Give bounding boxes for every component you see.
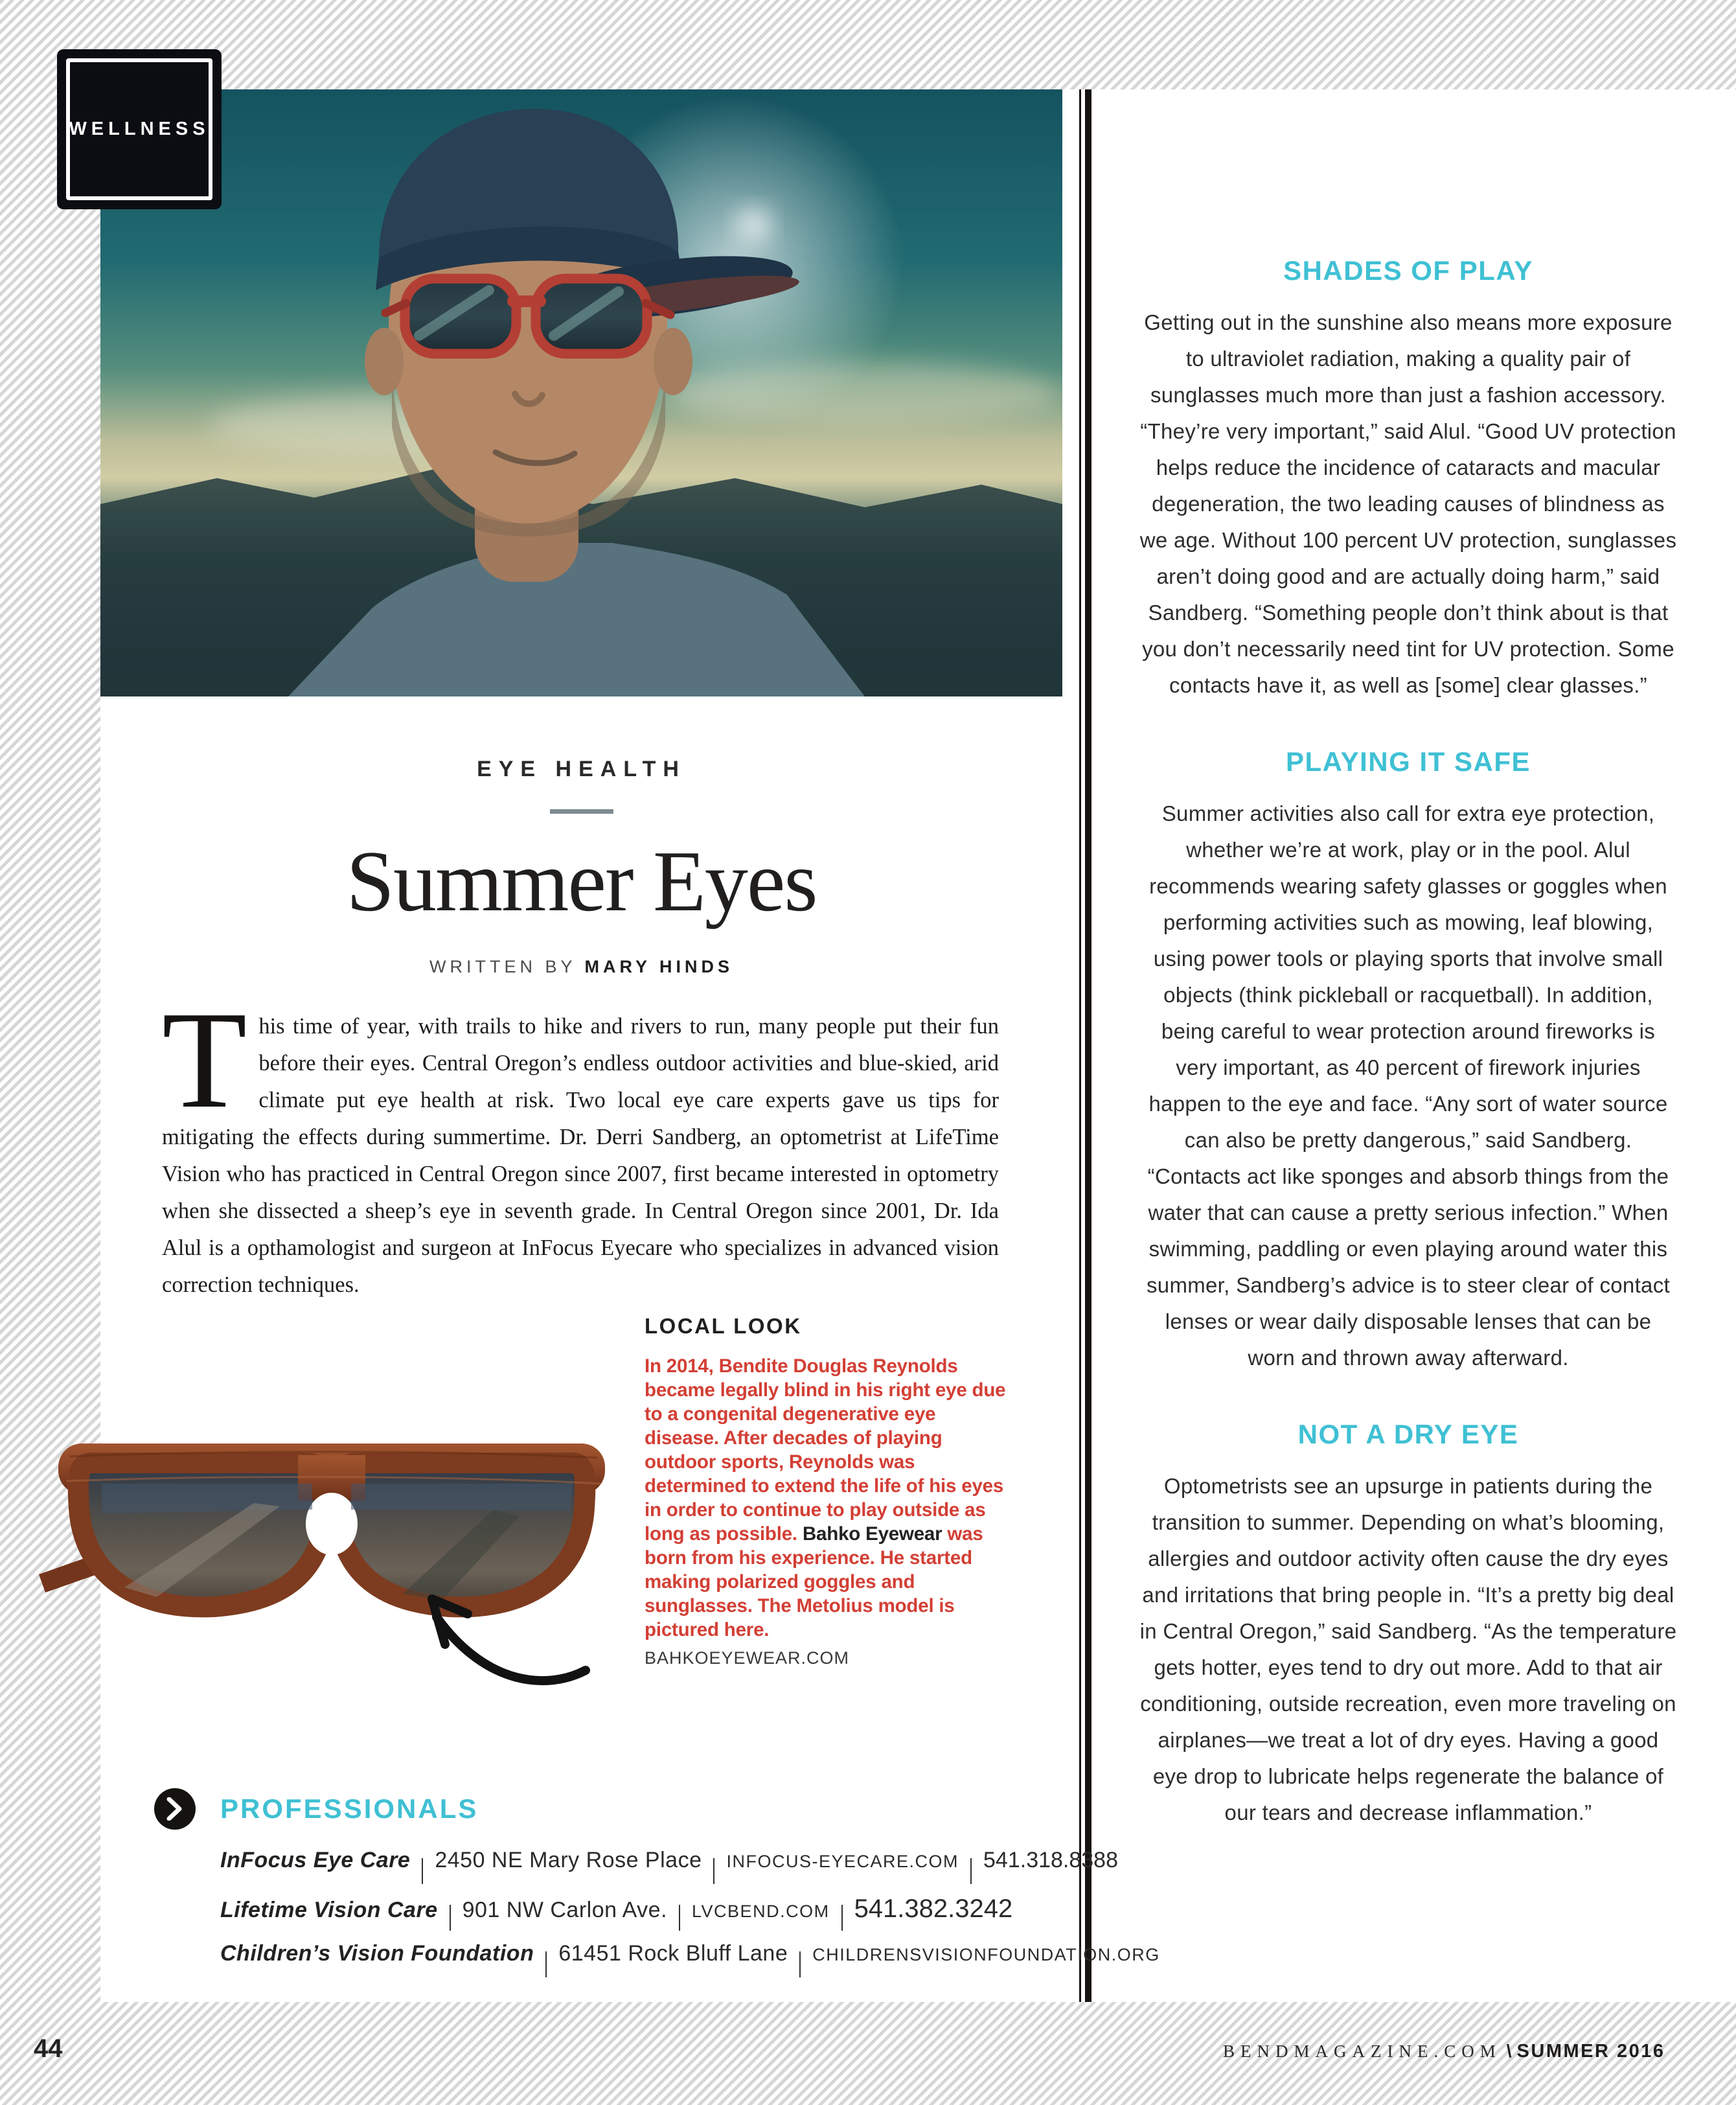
professionals-row xyxy=(220,1941,1160,1988)
sidebar-heading-shades-of-play: SHADES OF PLAY xyxy=(1283,255,1533,286)
title-block xyxy=(100,757,1062,977)
footer-website: BENDMAGAZINE.COM xyxy=(1223,2042,1502,2061)
professional-address: 901 NW Carlon Ave. xyxy=(462,1898,668,1922)
section-tag-box xyxy=(57,49,222,209)
hero-photo-art xyxy=(100,89,1062,696)
professional-website: LVCBEND.COM xyxy=(692,1902,830,1921)
local-look-brand: Bahko Eyewear xyxy=(802,1523,942,1545)
professional-name: Children’s Vision Foundation xyxy=(220,1941,534,1966)
intro-paragraph xyxy=(162,982,999,1304)
chevron-right-icon xyxy=(154,1788,196,1830)
kicker-rule xyxy=(550,809,613,814)
professional-name: Lifetime Vision Care xyxy=(220,1898,438,1922)
professional-address: 2450 NE Mary Rose Place xyxy=(435,1848,702,1872)
professionals-row xyxy=(220,1894,1160,1941)
separator-rule xyxy=(422,1858,423,1884)
column-divider-thick-rule xyxy=(1085,89,1091,2002)
footer-issue: SUMMER 2016 xyxy=(1516,2041,1665,2062)
separator-rule xyxy=(450,1905,451,1931)
separator-rule xyxy=(679,1905,680,1931)
separator-rule xyxy=(841,1905,843,1931)
footer-folio xyxy=(1223,2041,1665,2062)
local-look-red-1: In 2014, Bendite Douglas Reynolds became legally blind in his right eye due to a congenital degenerative eye disease. After decades of playing outdoor sports, Reynolds was determined to extend the life of his eyes in order to continue to play outside as long as possible. xyxy=(645,1355,1006,1545)
column-divider-thin-rule xyxy=(1079,89,1081,2002)
byline-author: MARY HINDS xyxy=(584,956,734,976)
sidebar-heading-playing-it-safe: PLAYING IT SAFE xyxy=(1285,746,1531,777)
sidebar-body-shades-of-play: Getting out in the sunshine also means more exposure to ultraviolet radiation, making a quality pair of sunglasses much more than just a fashion accessory. “They’re very important,” said Alul. “Good UV protection helps reduce the incidence of cataracts and macular degeneration, the two leading causes of blindness as we age. Without 100 percent UV protection, sunglasses aren’t doing good and are actually doing harm,” said Sandberg. “Something people don’t think about is that you don’t necessarily need tint for UV protection. Some contacts have it, as well as [some] clear glasses.” xyxy=(1139,310,1677,697)
separator-rule xyxy=(970,1858,972,1884)
hero-photo xyxy=(100,89,1062,696)
professionals-heading: PROFESSIONALS xyxy=(220,1793,479,1824)
page-number: 44 xyxy=(34,2034,63,2063)
sidebar-body-playing-it-safe: Summer activities also call for extra eye protection, whether we’re at work, play or in the pool. Alul recommends wearing safety glasses or goggles when performing activities such as mowing, leaf blowing, using power tools or playing sports that involve small objects (think pickleball or racquetball). In addition, being careful to wear protection around fireworks is very important, as 40 percent of firework injuries happen to the eye and face. “Any sort of water source can also be pretty dangerous,” said Sandberg. “Contacts act like sponges and absorb things from the water that can cause a pretty serious infection.” When swimming, paddling or even playing around water this summer, Sandberg’s advice is to steer clear of contact lenses or wear daily disposable lenses that can be worn and thrown away afterward. xyxy=(1147,801,1670,1370)
professionals-list xyxy=(220,1848,1160,1988)
local-look-section xyxy=(645,1314,1011,1668)
sidebar-body-not-a-dry-eye: Optometrists see an upsurge in patients during the transition to summer. Depending on what’s blooming, allergies and outdoor activity often cause the dry eyes and irritations that bring people in. “It’s a pretty big deal in Central Oregon,” said Sandberg. “As the temperature gets hotter, eyes tend to dry out more. Add to that air conditioning, outside recreation, even more traveling on airplanes—we treat a lot of dry eyes. Having a good eye drop to lubricate helps regenerate the balance of our tears and decrease inflammation.” xyxy=(1139,1474,1677,1824)
page-title: Summer Eyes xyxy=(346,833,817,929)
drop-cap: T xyxy=(162,982,247,1137)
local-look-red-2: was born from his experience. He started making polarized goggles and sunglasses. The Metolius model is pictured here. xyxy=(645,1523,983,1640)
professional-website: INFOCUS-EYECARE.COM xyxy=(726,1852,959,1871)
article-kicker: EYE HEALTH xyxy=(477,757,686,781)
intro-text: his time of year, with trails to hike and rivers to run, many people put their fun before their eyes. Central Oregon’s endless outdoor activities and blue-skied, arid climate put eye health at risk. Two local eye care experts gave us tips for mitigating the effects during summertime. Dr. Derri Sandberg, an optometrist at LifeTime Vision who has practiced in Central Oregon since 2007, first became interested in optometry when she dissected a sheep’s eye in seventh grade. In Central Oregon since 2001, Dr. Ida Alul is a opthamologist and surgeon at InFocus Eyecare who specializes in advanced vision correction techniques. xyxy=(162,1014,999,1297)
separator-rule xyxy=(799,1951,801,1977)
local-look-website: BAHKOEYEWEAR.COM xyxy=(645,1648,850,1668)
byline xyxy=(100,957,1062,977)
footer-separator: \ xyxy=(1506,2041,1512,2061)
local-look-copy xyxy=(645,1354,1011,1642)
separator-rule xyxy=(545,1951,547,1977)
professional-phone: 541.382.3242 xyxy=(854,1894,1013,1923)
sidebar-column xyxy=(1139,255,1678,1874)
arrow-doodle-icon xyxy=(396,1578,591,1692)
section-tag-label: WELLNESS xyxy=(69,119,210,139)
professional-website: CHILDRENSVISIONFOUNDATION.ORG xyxy=(812,1945,1160,1964)
professionals-row xyxy=(220,1848,1160,1894)
local-look-heading: LOCAL LOOK xyxy=(645,1314,802,1338)
professional-name: InFocus Eye Care xyxy=(220,1848,411,1872)
byline-prefix: WRITTEN BY xyxy=(429,956,585,976)
sidebar-heading-not-a-dry-eye: NOT A DRY EYE xyxy=(1297,1419,1519,1449)
professional-phone: 541.318.8388 xyxy=(983,1848,1118,1872)
professional-address: 61451 Rock Bluff Lane xyxy=(558,1941,788,1966)
separator-rule xyxy=(713,1858,714,1884)
